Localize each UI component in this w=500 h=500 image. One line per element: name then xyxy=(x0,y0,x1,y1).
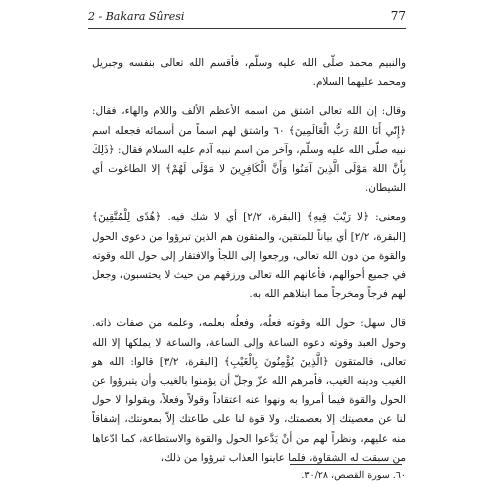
footnote-separator xyxy=(290,464,402,465)
paragraph-1: والنبيم محمد صلّى الله عليه وسلّم، فأقسم الله تعالى بنفسه وجبريل ومحمد عليهما السلام. xyxy=(92,57,406,89)
footnote: ٦٠. سورة القصص، ٣٠/٢٨. xyxy=(301,470,406,481)
running-title: 2 - Bakara Sûresi xyxy=(88,10,185,23)
page-header xyxy=(88,6,406,29)
paragraph-3: ومعنى: ﴿لا رَيْبَ فِيهِ﴾ [البقرة، ٢/٢] أي لا شك فيه. ﴿هُدًى لِلْمُتَّقِينَ﴾ [البقرة، ٢/٢] أي بياناً للمتقين، والمتقون هم الذين تبرؤوا من دعوى الحول والقوة من دون الله تعالى، ورجعوا إلى اللجأ والافتقار إلى حول الله وقوته في جميع أحوالهم، فأعانهم الله تعالى ورزقهم من حيث لا يحتسبون، وجعل لهم فرجاً ومخرجاً مما ابتلاهم الله به. xyxy=(92,211,406,301)
paragraph-2: وقال: إن الله تعالى اشتق من اسمه الأعظم الألف واللام والهاء، فقال: ﴿إِنّي أَنَا اللهُ رَبُّ الْعَالَمِينَ﴾ ٦٠ واشتق لهم اسماً من أسمائه فجعله اسم نبيه صلّى الله عليه وسلّم، وآخر من اسم نبيه آدم عليه السلام فقال: ﴿ذَلِكَ بِأَنَّ اللهَ مَوْلَى الَّذِينَ آمَنُوا وَأَنَّ الْكَافِرِينَ لا مَوْلَى لَهُمْ﴾ إلا الطاغوت أي الشيطان. xyxy=(92,105,406,195)
paragraph-4: قال سهل: حول الله وقوته فعلُه، وفعلُه بعلمه، وعلمه من صفات ذاته. وحول العبد وقوته دعوه الساعة وإلى الساعة، والساعة لا يملكها إلا الله تعالى، فالمتقون ﴿الَّذِينَ يُؤْمِنُونَ بِالْغَيْبِ﴾ [البقرة، ٣/٢] قالوا: الله هو الغيب ودينه الغيب، فأمرهم الله عزّ وجلّ أن يؤمنوا بالغيب وأن يتبرؤوا عن الحول والقوة فيما أمروا به ونهوا عنه اعتقاداً وقولاً وفعلاً، ويقولوا لا حول لنا عن معصيتك إلا بعصمتك، ولا قوة لنا على طاعتك إلاّ بمعونتك، إشفاقاً منه عليهم، ونظراً لهم من أنْ يَدَّعوا الحول والقوة والاستطاعة، كما ادّعاها من سبقت له الشقاوة، فلما عاينوا العذاب تبرؤوا من ذلك، xyxy=(92,317,406,464)
page-number: 77 xyxy=(390,9,406,23)
page-body xyxy=(92,54,406,478)
